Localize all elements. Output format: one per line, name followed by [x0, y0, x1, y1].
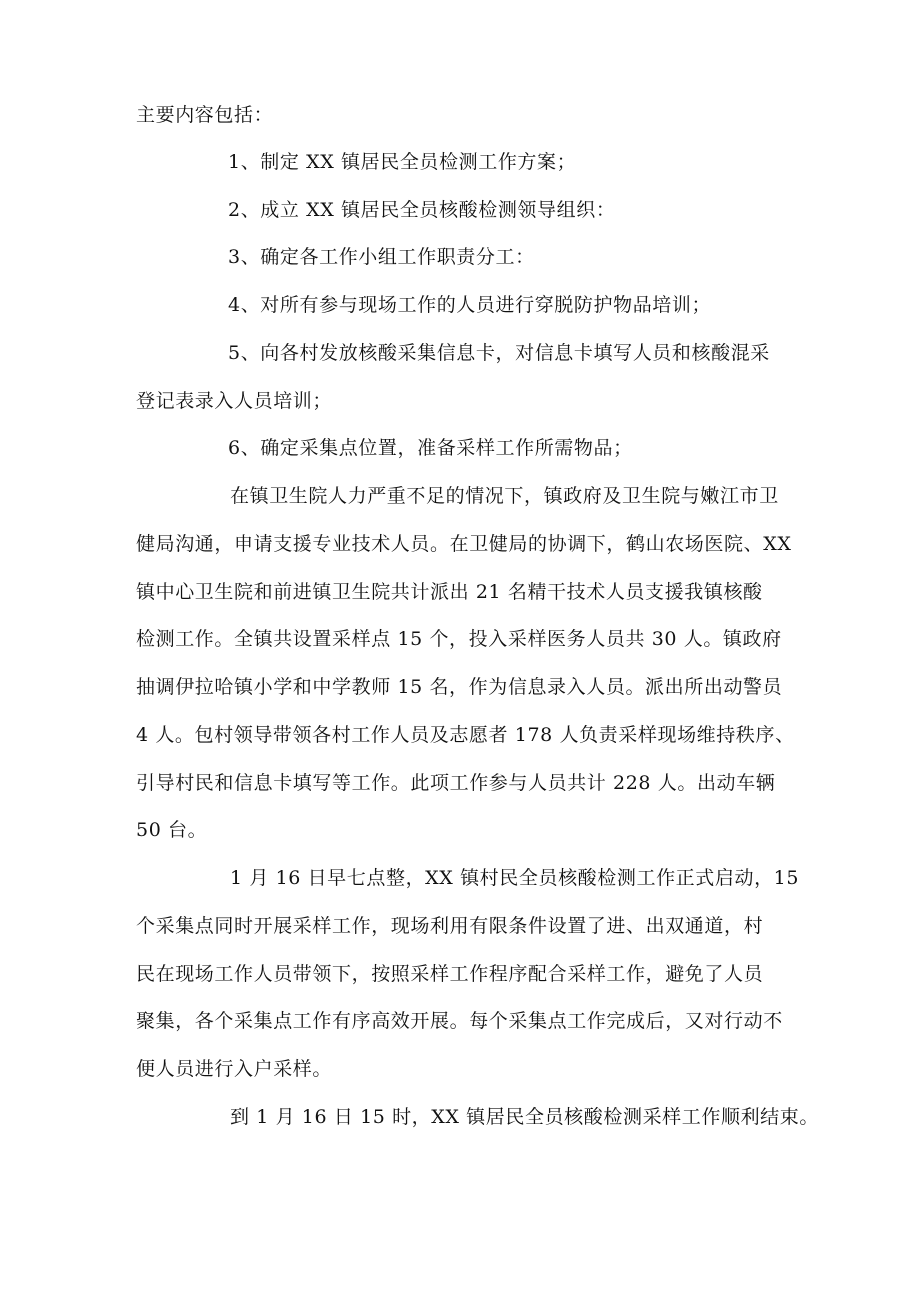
list-item-4: 4、对所有参与现场工作的人员进行穿脱防护物品培训； — [228, 294, 712, 316]
paragraph-1-line-2: 健局沟通，申请支援专业技术人员。在卫健局的协调下，鹤山农场医院、XX — [136, 533, 792, 555]
paragraph-1-line-4: 检测工作。全镇共设置采样点 15 个，投入采样医务人员共 30 人。镇政府 — [136, 628, 782, 650]
paragraph-2-line-3: 民在现场工作人员带领下，按照采样工作程序配合采样工作，避免了人员 — [136, 963, 764, 985]
paragraph-1-line-5: 抽调伊拉哈镇小学和中学教师 15 名，作为信息录入人员。派出所出动警员 — [136, 676, 783, 698]
list-item-6: 6、确定采集点位置，准备采样工作所需物品； — [228, 437, 633, 459]
paragraph-1-line-7: 引导村民和信息卡填写等工作。此项工作参与人员共计 228 人。出动车辆 — [136, 772, 776, 794]
list-item-5: 5、向各村发放核酸采集信息卡，对信息卡填写人员和核酸混采 — [228, 342, 770, 364]
list-item-5-continued: 登记表录入人员培训； — [136, 390, 333, 412]
paragraph-1-line-1: 在镇卫生院人力严重不足的情况下，镇政府及卫生院与嫩江市卫 — [230, 485, 779, 507]
list-item-2: 2、成立 XX 镇居民全员核酸检测领导组织： — [228, 199, 616, 221]
paragraph-2-line-2: 个采集点同时开展采样工作，现场利用有限条件设置了进、出双通道，村 — [136, 915, 764, 937]
paragraph-2-line-1: 1 月 16 日早七点整，XX 镇村民全员核酸检测工作正式启动，15 — [230, 867, 800, 889]
paragraph-1-line-8: 50 台。 — [136, 819, 208, 841]
paragraph-2-line-4: 聚集，各个采集点工作有序高效开展。每个采集点工作完成后，又对行动不 — [136, 1010, 783, 1032]
list-item-1: 1、制定 XX 镇居民全员检测工作方案； — [228, 151, 577, 173]
paragraph-1-line-3: 镇中心卫生院和前进镇卫生院共计派出 21 名精干技术人员支援我镇核酸 — [136, 581, 763, 603]
paragraph-2-line-5: 便人员进行入户采样。 — [136, 1058, 333, 1080]
list-item-3: 3、确定各工作小组工作职责分工： — [228, 246, 535, 268]
intro-heading: 主要内容包括： — [136, 104, 274, 126]
paragraph-1-line-6: 4 人。包村领导带领各村工作人员及志愿者 178 人负责采样现场维持秩序、 — [136, 724, 795, 746]
paragraph-3-line-1: 到 1 月 16 日 15 时，XX 镇居民全员核酸检测采样工作顺利结束。 — [230, 1106, 819, 1128]
